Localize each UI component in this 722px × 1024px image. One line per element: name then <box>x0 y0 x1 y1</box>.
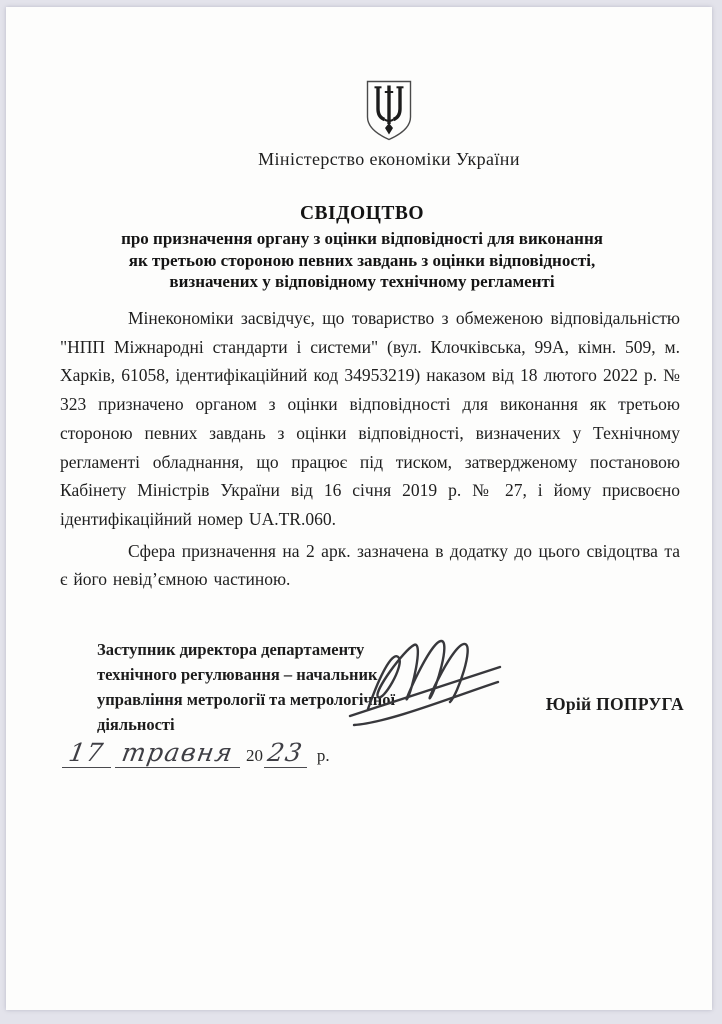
ukraine-trident-emblem <box>363 79 415 143</box>
signature-block <box>6 635 712 740</box>
date-year-blank <box>264 740 307 768</box>
document-subtitle-line: як третьою стороною певних завдань з оцінки відповідності, <box>128 250 596 270</box>
date-day-blank <box>62 740 111 768</box>
signatory-position-line: Заступник директора департаменту <box>97 640 365 659</box>
date-month-handwritten: травня <box>119 738 236 767</box>
signatory-name: Юрій ПОПРУГА <box>545 694 684 714</box>
document-subtitle-line: визначених у відповідному технічному регламенті <box>169 272 555 291</box>
ministry-name: Міністерство економіки України <box>258 149 520 169</box>
handwritten-signature <box>328 635 553 733</box>
date-era-suffix: р. <box>316 746 330 765</box>
date-day-handwritten: 17 <box>66 738 107 767</box>
document-title: СВІДОЦТВО <box>299 203 425 224</box>
certificate-page <box>6 7 712 1010</box>
document-header <box>36 79 722 170</box>
date-year-handwritten: 23 <box>265 738 306 767</box>
body-paragraph-designation: Мінекономіки засвідчує, що товариство з обмеженою відповідальністю "НПП Міжнародні стандарти і системи" (вул. Клочківська, 99А, кімн. 509, м. Харків, 61058, ідентифікаційний код 34953219) наказом від 18 лютого 2022 р. № 323 призначено органом з оцінки відповідності для виконання як третьою стороною певних завдань з оцінки відповідності, визначених у Технічному регламенті обладнання, що працює під тиском, затвердженому постановою Кабінету Міністрів України від 16 січня 2019 р. № 27, і йому присвоєно ідентифікаційний номер UA.TR.060. <box>60 308 680 529</box>
body-paragraph-scope: Сфера призначення на 2 арк. зазначена в додатку до цього свідоцтва та є його невід’ємною частиною. <box>60 540 680 590</box>
date-line <box>60 740 330 768</box>
document-subtitle-line: про призначення органу з оцінки відповідності для виконання <box>121 229 603 248</box>
date-year-prefix: 20 <box>246 746 263 765</box>
signatory-position-line: діяльності <box>97 715 175 734</box>
signatory-position-line: технічного регулювання – начальник <box>97 665 378 684</box>
signatory-position-line: управління метрології та метрологічної <box>97 690 396 709</box>
title-block <box>52 203 672 293</box>
body-text <box>60 304 680 594</box>
date-month-blank <box>115 740 240 768</box>
